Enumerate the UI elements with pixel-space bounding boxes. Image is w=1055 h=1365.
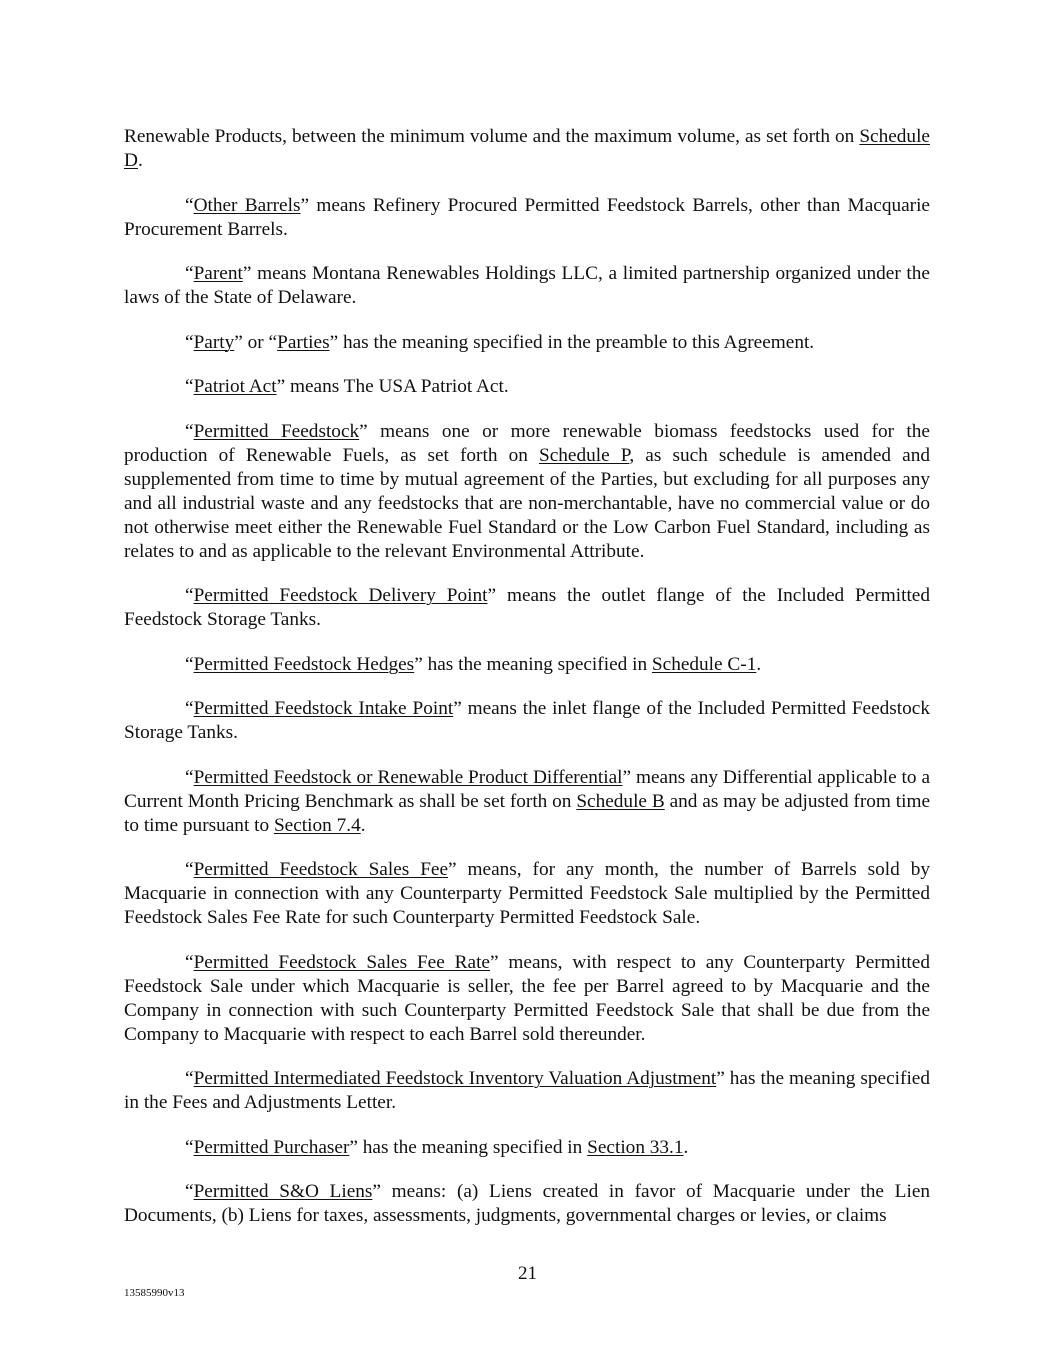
definition-paragraph: [124, 858, 930, 930]
paragraph-text: “: [185, 420, 194, 442]
paragraph-text: “: [185, 698, 194, 719]
defined-term-reference: Permitted Feedstock Hedges: [193, 653, 415, 675]
defined-term-reference: Permitted Intermediated Feedstock Inventory Valuation Adjustment: [193, 1068, 717, 1089]
paragraph-text: ” means, for any month, the number of Barrels sold by Macquarie in connection with any Counterparty Permitted Feedstock Sale multiplied by the Permitted Feedstock Sales Fee Rate for such Counterparty Permitted Feedstock Sale.: [124, 859, 931, 928]
paragraph-text: .: [683, 1136, 689, 1158]
paragraph-text: “: [185, 376, 194, 397]
paragraph-text: “: [185, 1068, 194, 1089]
defined-term-reference: Party: [193, 331, 235, 353]
paragraph-text: ” has the meaning specified in the Fees and Adjustments Letter.: [124, 1068, 931, 1113]
paragraph-text: ” means: (a) Liens created in favor of Macquarie under the Lien Documents, (b) Liens for taxes, assessments, judgments, governmental charges or levies, or claims: [124, 1181, 931, 1226]
paragraph-text: , as such schedule is amended and supplemented from time to time by mutual agreement of the Parties, but excluding for all purposes any and all industrial waste and any feedstocks that are non-merchantable, have no commercial value or do not otherwise meet either the Renewable Fuel Standard or the Low Carbon Fuel Standard, including as relates to and as applicable to the relevant Environmental Attribute.: [124, 444, 930, 562]
definition-paragraph: [124, 375, 930, 399]
document-body: [124, 125, 930, 1249]
definition-paragraph: [124, 1136, 930, 1160]
definition-paragraph: [124, 331, 930, 355]
paragraph-text: ” means, with respect to any Counterparty Permitted Feedstock Sale under which Macquarie is seller, the fee per Barrel agreed to by Macquarie and the Company in connection with such Counterparty Permitted Feedstock Sale that shall be due from the Company to Macquarie with respect to each Barrel sold thereunder.: [124, 951, 930, 1045]
defined-term-reference: Permitted Feedstock Delivery Point: [193, 585, 488, 606]
paragraph-text: .: [137, 150, 143, 171]
definition-paragraph: [124, 420, 930, 564]
paragraph-text: .: [756, 653, 762, 675]
document-id: 13585990v13: [124, 1287, 185, 1299]
definition-paragraph: [124, 951, 930, 1047]
defined-term-reference: Permitted Purchaser: [193, 1136, 350, 1158]
paragraph-text: ” means Montana Renewables Holdings LLC, a limited partnership organized under the laws of the State of Delaware.: [124, 263, 930, 308]
defined-term-reference: Permitted Feedstock Sales Fee: [193, 859, 449, 880]
paragraph-text: ” or “: [234, 331, 278, 353]
defined-term-reference: Permitted S&O Liens: [193, 1181, 373, 1202]
defined-term-reference: Permitted Feedstock Sales Fee Rate: [193, 951, 490, 973]
paragraph-text: ” means one or more renewable biomass feedstocks used for the production of Renewable Fuels, as set forth on: [124, 420, 930, 466]
defined-term-reference: Permitted Feedstock Intake Point: [193, 698, 454, 719]
page-number: 21: [518, 1263, 537, 1284]
defined-term-reference: Permitted Feedstock: [193, 420, 360, 442]
defined-term-reference: Schedule D: [124, 126, 930, 171]
paragraph-text: “: [185, 1136, 194, 1158]
paragraph-text: ” means Refinery Procured Permitted Feedstock Barrels, other than Macquarie Procurement Barrels.: [124, 194, 930, 240]
paragraph-text: “: [185, 194, 194, 216]
defined-term-reference: Parent: [193, 263, 243, 284]
paragraph-text: Renewable Products, between the minimum volume and the maximum volume, as set forth on: [124, 126, 860, 147]
paragraph-text: and as may be adjusted from time to time pursuant to: [124, 790, 931, 836]
defined-term-reference: Other Barrels: [193, 194, 301, 216]
paragraph-text: ” means the inlet flange of the Included Permitted Feedstock Storage Tanks.: [124, 698, 930, 743]
definition-paragraph: [124, 584, 930, 632]
definition-paragraph: [124, 125, 930, 173]
definition-paragraph: [124, 1067, 930, 1115]
paragraph-text: ” has the meaning specified in: [349, 1136, 588, 1158]
paragraph-text: “: [185, 766, 194, 788]
defined-term-reference: Permitted Feedstock or Renewable Product Differential: [193, 766, 623, 788]
paragraph-text: “: [185, 951, 194, 973]
definition-paragraph: [124, 697, 930, 745]
defined-term-reference: Section 7.4: [273, 814, 361, 836]
definition-paragraph: [124, 194, 930, 242]
definition-paragraph: [124, 1180, 930, 1228]
paragraph-text: .: [360, 814, 366, 836]
defined-term-reference: Schedule P: [538, 444, 630, 466]
paragraph-text: “: [185, 859, 194, 880]
paragraph-text: “: [185, 263, 194, 284]
paragraph-text: “: [185, 331, 194, 353]
defined-term-reference: Schedule B: [576, 790, 665, 812]
definition-paragraph: [124, 766, 930, 838]
paragraph-text: ” has the meaning specified in the preamble to this Agreement.: [329, 331, 815, 353]
paragraph-text: ” means any Differential applicable to a Current Month Pricing Benchmark as shall be set forth on: [124, 766, 930, 812]
defined-term-reference: Section 33.1: [587, 1136, 684, 1158]
defined-term-reference: Parties: [277, 331, 330, 353]
definition-paragraph: [124, 653, 930, 677]
definition-paragraph: [124, 262, 930, 310]
paragraph-text: “: [185, 653, 194, 675]
paragraph-text: ” means The USA Patriot Act.: [276, 376, 509, 397]
defined-term-reference: Patriot Act: [193, 376, 277, 397]
paragraph-text: ” means the outlet flange of the Included Permitted Feedstock Storage Tanks.: [124, 585, 930, 630]
paragraph-text: ” has the meaning specified in: [414, 653, 652, 675]
defined-term-reference: Schedule C-1: [651, 653, 757, 675]
paragraph-text: “: [185, 1181, 194, 1202]
paragraph-text: “: [185, 585, 194, 606]
